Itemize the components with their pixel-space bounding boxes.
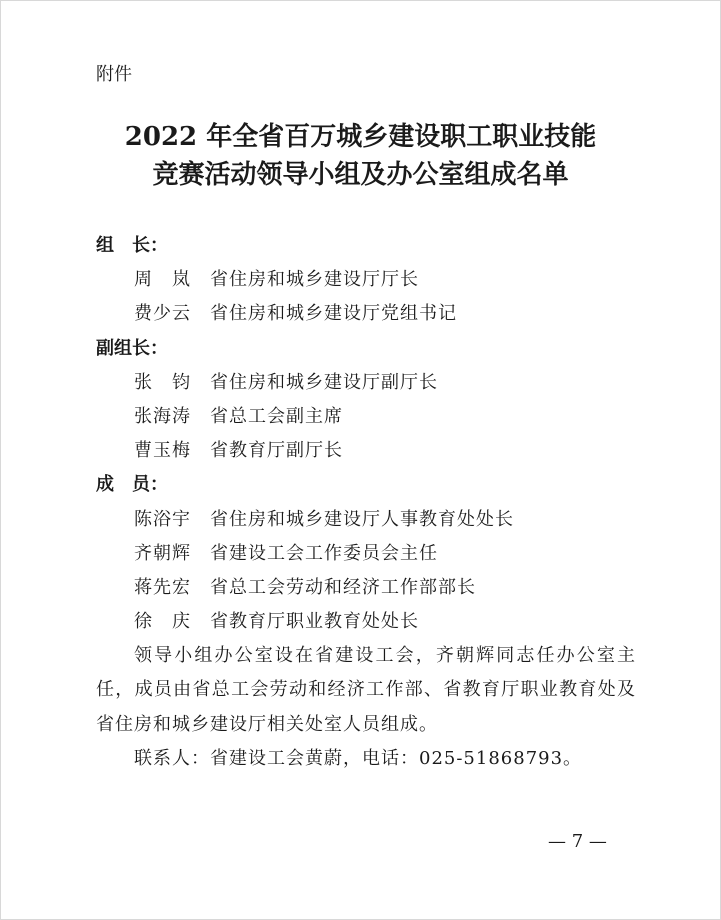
member-row (96, 366, 636, 400)
member-row (96, 537, 636, 571)
member-row (96, 297, 636, 331)
member-name: 张海涛 (134, 405, 191, 427)
document-title (0, 118, 721, 194)
attachment-label: 附件 (96, 64, 132, 85)
member-name: 周 岚 (134, 269, 191, 291)
member-name: 齐朝辉 (134, 542, 191, 564)
group-label-members: 成 员： (96, 474, 168, 496)
member-position: 省教育厅职业教育处处长 (210, 611, 419, 633)
title-line-1: 2022 年全省百万城乡建设职工职业技能 (124, 122, 597, 152)
member-position: 省住房和城乡建设厅人事教育处处长 (210, 508, 514, 530)
member-row (96, 263, 636, 297)
member-name: 费少云 (134, 303, 191, 325)
office-paragraph: 领导小组办公室设在省建设工会，齐朝辉同志任办公室主任，成员由省总工会劳动和经济工作部、省教育厅职业教育处及省住房和城乡建设厅相关处室人员组成。 (96, 645, 636, 735)
member-position: 省教育厅副厅长 (210, 440, 343, 462)
member-position: 省住房和城乡建设厅党组书记 (210, 303, 457, 325)
member-row (96, 434, 636, 468)
member-row (96, 605, 636, 639)
member-position: 省住房和城乡建设厅副厅长 (210, 371, 438, 393)
member-name: 蒋先宏 (134, 576, 191, 598)
contact-line: 联系人：省建设工会黄蔚，电话：025-51868793。 (134, 747, 583, 769)
member-name: 陈浴宇 (134, 508, 191, 530)
member-position: 省住房和城乡建设厅厅长 (210, 269, 419, 291)
member-name: 曹玉梅 (134, 440, 191, 462)
member-row (96, 503, 636, 537)
member-row (96, 571, 636, 605)
member-name: 张 钧 (134, 371, 191, 393)
page-number: — 7 — (548, 831, 607, 852)
member-position: 省建设工会工作委员会主任 (210, 542, 438, 564)
member-row (96, 400, 636, 434)
group-label-leader: 组 长： (96, 235, 168, 256)
title-line-2: 竞赛活动领导小组及办公室组成名单 (152, 160, 569, 190)
member-name: 徐 庆 (134, 611, 191, 633)
group-label-deputy: 副组长： (96, 337, 168, 359)
document-body (96, 229, 636, 776)
member-position: 省总工会副主席 (210, 405, 343, 427)
member-position: 省总工会劳动和经济工作部部长 (210, 576, 476, 598)
